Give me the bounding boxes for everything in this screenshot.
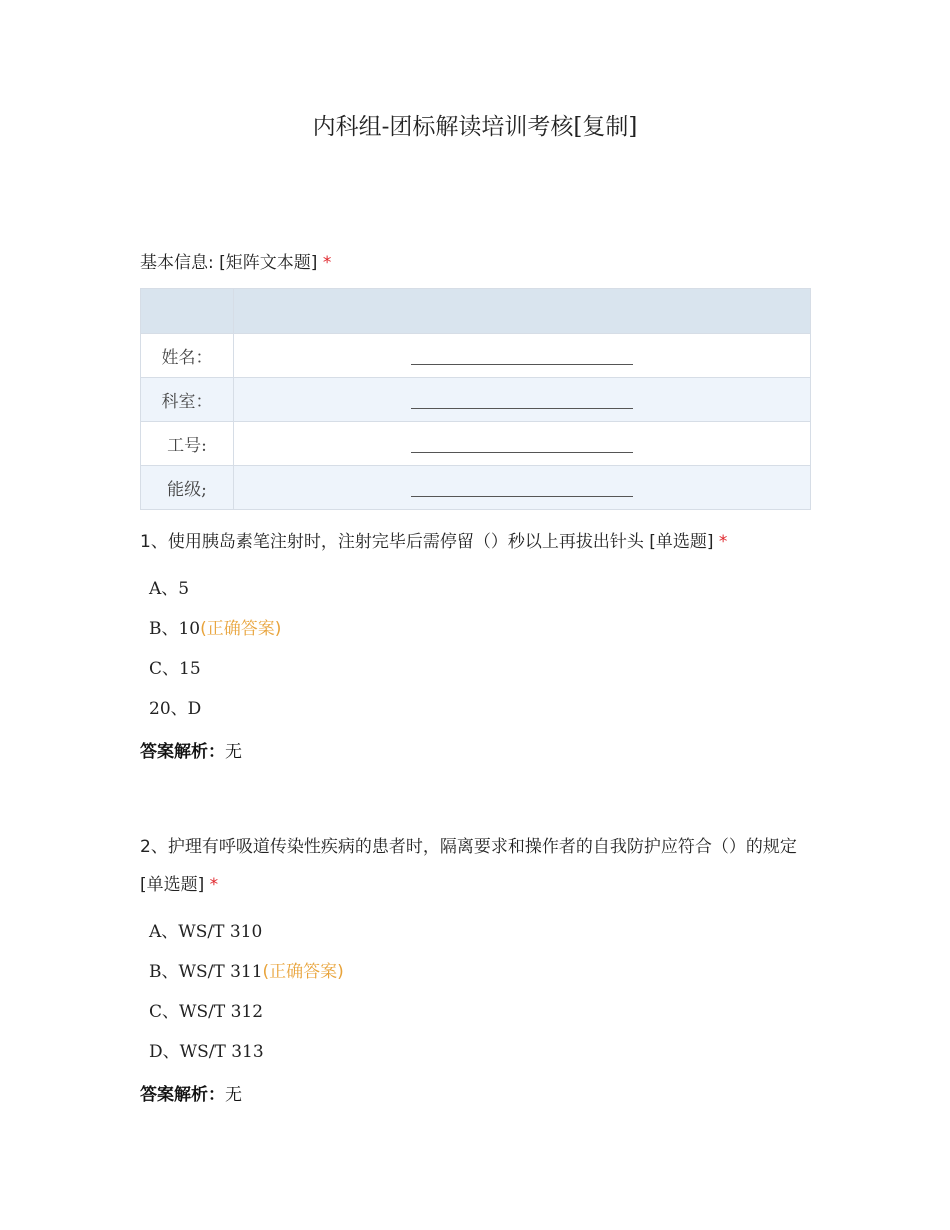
matrix-header-cell [234, 289, 811, 334]
option-text: B、WS/T 311 [149, 962, 263, 982]
matrix-question-heading [140, 244, 810, 282]
matrix-heading-text: 基本信息: [140, 253, 214, 273]
question-2-type-tag: [单选题] [140, 875, 205, 895]
analysis-label: 答案解析： [140, 1085, 225, 1105]
matrix-row [141, 334, 811, 378]
question-2-option-d[interactable] [149, 1040, 264, 1064]
analysis-value: 无 [225, 1085, 242, 1105]
matrix-header-cell [141, 289, 234, 334]
option-text: C、WS/T 312 [149, 1002, 264, 1022]
matrix-row [141, 422, 811, 466]
question-1-heading [140, 523, 810, 561]
option-text: B、10 [149, 619, 201, 639]
answer-blank-line[interactable] [411, 484, 633, 497]
correct-answer-note: (正确答案) [200, 619, 282, 639]
question-1-type-tag: [单选题] [649, 532, 714, 552]
page-title: 内科组-团标解读培训考核[复制] [312, 114, 638, 140]
option-text: A、5 [149, 579, 190, 599]
answer-blank-line[interactable] [411, 396, 633, 409]
matrix-row [141, 378, 811, 422]
correct-answer-note: (正确答案) [262, 962, 344, 982]
matrix-answer-cell[interactable] [234, 466, 811, 510]
answer-blank-line[interactable] [411, 352, 633, 365]
option-text: D、WS/T 313 [149, 1042, 264, 1062]
matrix-row-label: 姓名： [141, 334, 234, 378]
option-text: 20、D [149, 699, 202, 719]
matrix-table [140, 288, 811, 510]
required-mark: * [209, 875, 219, 895]
analysis-value: 无 [225, 742, 242, 762]
option-text: C、15 [149, 659, 201, 679]
required-mark: * [322, 253, 332, 273]
question-2-heading [140, 828, 810, 904]
question-2-option-c[interactable] [149, 1000, 263, 1024]
matrix-header-row [141, 289, 811, 334]
question-1-option-a[interactable] [149, 577, 189, 601]
question-1-option-b[interactable] [149, 617, 281, 641]
matrix-answer-cell[interactable] [234, 422, 811, 466]
matrix-answer-cell[interactable] [234, 378, 811, 422]
question-1-analysis [140, 737, 242, 762]
required-mark: * [718, 532, 728, 552]
question-1-option-c[interactable] [149, 657, 201, 681]
question-1-option-d[interactable] [149, 697, 201, 721]
question-2-text: 2、护理有呼吸道传染性疾病的患者时，隔离要求和操作者的自我防护应符合（）的规定 [140, 837, 797, 857]
matrix-answer-cell[interactable] [234, 334, 811, 378]
option-text: A、WS/T 310 [149, 922, 263, 942]
question-2-option-a[interactable] [149, 920, 262, 944]
matrix-row-label: 能级; [141, 466, 234, 510]
answer-blank-line[interactable] [411, 440, 633, 453]
analysis-label: 答案解析： [140, 742, 225, 762]
matrix-row [141, 466, 811, 510]
matrix-type-tag: [矩阵文本题] [219, 253, 318, 273]
question-2-analysis [140, 1080, 242, 1105]
question-2-option-b[interactable] [149, 960, 344, 984]
matrix-row-label: 科室： [141, 378, 234, 422]
question-1-text: 1、使用胰岛素笔注射时，注射完毕后需停留（）秒以上再拔出针头 [140, 532, 644, 552]
matrix-row-label: 工号: [141, 422, 234, 466]
